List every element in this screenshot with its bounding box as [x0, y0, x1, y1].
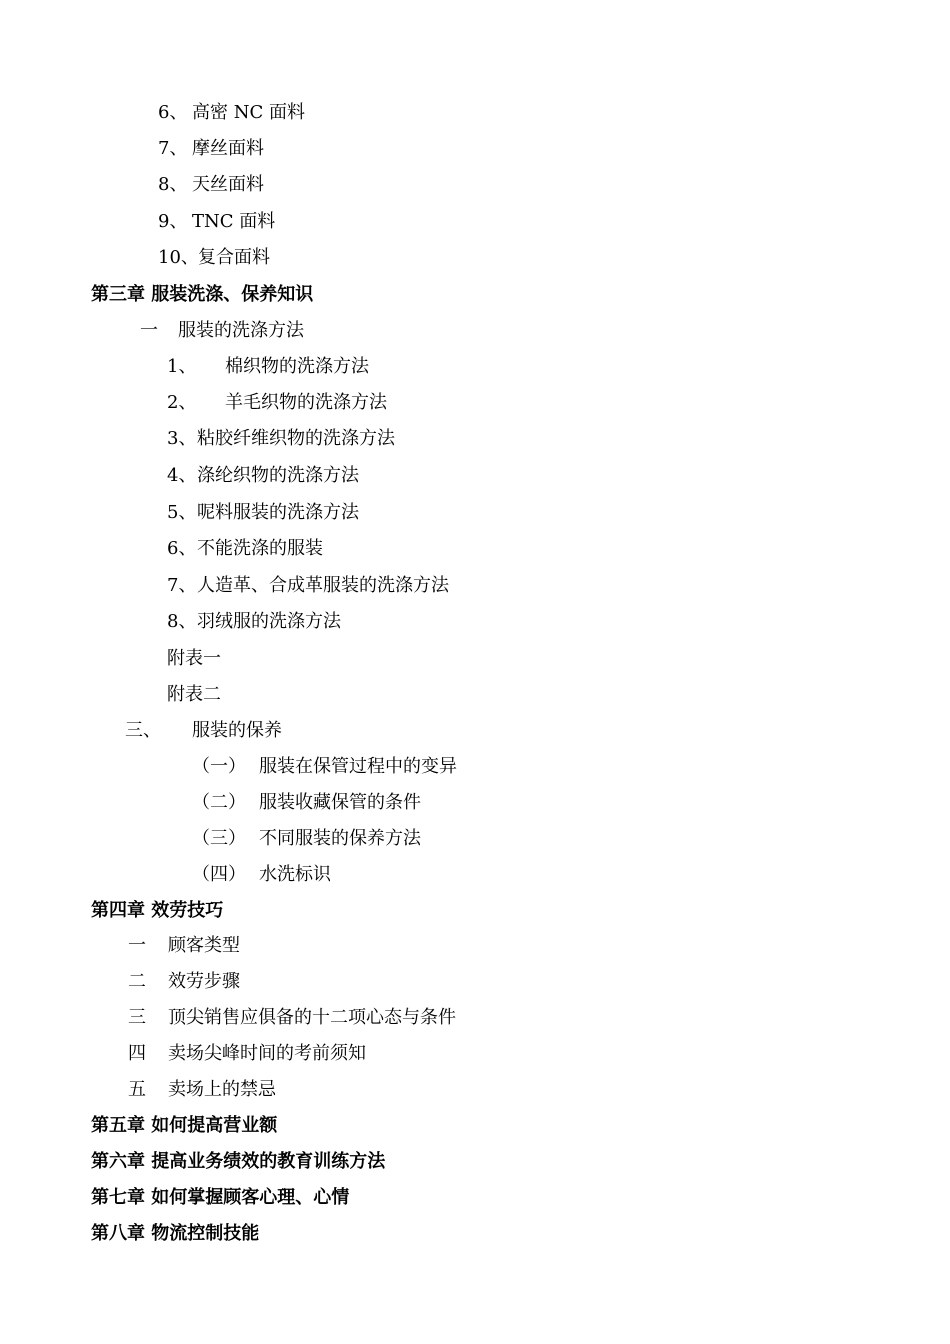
entry-text: 不能洗涤的服装: [197, 538, 323, 559]
chapter-3-title: 第三章 服装洗涤、保养知识: [91, 284, 314, 305]
toc-entry-wash-2: [167, 391, 387, 415]
entry-number: 1、: [167, 356, 197, 377]
entry-number: 3、: [167, 428, 197, 449]
toc-subentry-care-2: [192, 791, 421, 815]
entry-text: 粘胶纤维织物的洗涤方法: [197, 428, 395, 449]
entry-text: 羽绒服的洗涤方法: [197, 611, 341, 632]
entry-text: 呢料服装的洗涤方法: [197, 502, 359, 523]
entry-text: 服装收藏保管的条件: [259, 792, 421, 813]
toc-entry-fabric-10: [158, 246, 270, 270]
entry-number: 10、: [158, 247, 199, 268]
chapter-4-title: 第四章 效劳技巧: [91, 900, 224, 921]
toc-appendix-1: 附表一: [167, 648, 221, 669]
entry-text: 棉织物的洗涤方法: [225, 356, 369, 377]
entry-text: 卖场尖峰时间的考前须知: [168, 1043, 366, 1064]
entry-number: 五: [128, 1079, 146, 1100]
toc-appendix-2: 附表二: [167, 684, 221, 705]
toc-subentry-care-4: [192, 863, 331, 887]
chapter-5-title: 第五章 如何提高营业额: [91, 1115, 278, 1136]
entry-number: 二: [128, 971, 146, 992]
entry-text: TNC 面料: [192, 211, 276, 232]
toc-section-garment-care: [125, 719, 282, 743]
entry-number: 8、: [167, 611, 197, 632]
toc-subentry-care-3: [192, 827, 421, 851]
entry-number: 四: [128, 1043, 146, 1064]
toc-entry-wash-4: [167, 464, 359, 488]
entry-number: 7、: [158, 138, 188, 159]
toc-entry-service-5: [128, 1078, 276, 1102]
entry-text: 卖场上的禁忌: [168, 1079, 276, 1100]
chapter-7-title: 第七章 如何掌握顾客心理、心情: [91, 1187, 350, 1208]
entry-number: 4、: [167, 465, 197, 486]
entry-number: 一: [128, 935, 146, 956]
entry-text: 顶尖销售应俱备的十二项心态与条件: [168, 1007, 456, 1028]
entry-text: 人造革、合成革服装的洗涤方法: [197, 575, 449, 596]
section-number: 一: [140, 320, 158, 341]
section-text: 服装的保养: [192, 720, 282, 741]
entry-text: 涤纶织物的洗涤方法: [197, 465, 359, 486]
section-number: 三、: [125, 720, 161, 741]
entry-text: 天丝面料: [192, 174, 264, 195]
toc-entry-fabric-9: [158, 210, 275, 234]
entry-text: 羊毛织物的洗涤方法: [225, 392, 387, 413]
entry-number: 8、: [158, 174, 188, 195]
toc-entry-wash-3: [167, 427, 395, 451]
toc-subentry-care-1: [192, 755, 457, 779]
entry-text: 不同服装的保养方法: [259, 828, 421, 849]
entry-text: 复合面料: [198, 247, 270, 268]
toc-entry-service-3: [128, 1006, 456, 1030]
toc-entry-wash-6: [167, 537, 323, 561]
entry-number: 三: [128, 1007, 146, 1028]
chapter-6-title: 第六章 提高业务绩效的教育训练方法: [91, 1151, 386, 1172]
entry-number: 2、: [167, 392, 197, 413]
entry-number: 6、: [158, 102, 188, 123]
entry-number: （四）: [192, 864, 246, 885]
toc-entry-service-1: [128, 934, 240, 958]
entry-text: 摩丝面料: [192, 138, 264, 159]
entry-number: 7、: [167, 575, 197, 596]
toc-entry-wash-5: [167, 501, 359, 525]
toc-entry-wash-8: [167, 610, 341, 634]
entry-text: 服装在保管过程中的变异: [259, 756, 457, 777]
toc-entry-service-2: [128, 970, 240, 994]
entry-text: 水洗标识: [259, 864, 331, 885]
toc-entry-service-4: [128, 1042, 366, 1066]
entry-number: 5、: [167, 502, 197, 523]
chapter-8-title: 第八章 物流控制技能: [91, 1223, 260, 1244]
section-text: 服装的洗涤方法: [178, 320, 304, 341]
toc-entry-fabric-6: [158, 101, 305, 125]
entry-number: （一）: [192, 756, 246, 777]
entry-text: 效劳步骤: [168, 971, 240, 992]
entry-number: （二）: [192, 792, 246, 813]
entry-text: 高密 NC 面料: [192, 102, 305, 123]
entry-text: 顾客类型: [168, 935, 240, 956]
toc-entry-wash-1: [167, 355, 369, 379]
toc-section-wash-methods: [140, 319, 304, 343]
entry-number: （三）: [192, 828, 246, 849]
toc-entry-fabric-8: [158, 173, 264, 197]
entry-number: 6、: [167, 538, 197, 559]
toc-entry-wash-7: [167, 574, 449, 598]
toc-entry-fabric-7: [158, 137, 264, 161]
entry-number: 9、: [158, 211, 188, 232]
